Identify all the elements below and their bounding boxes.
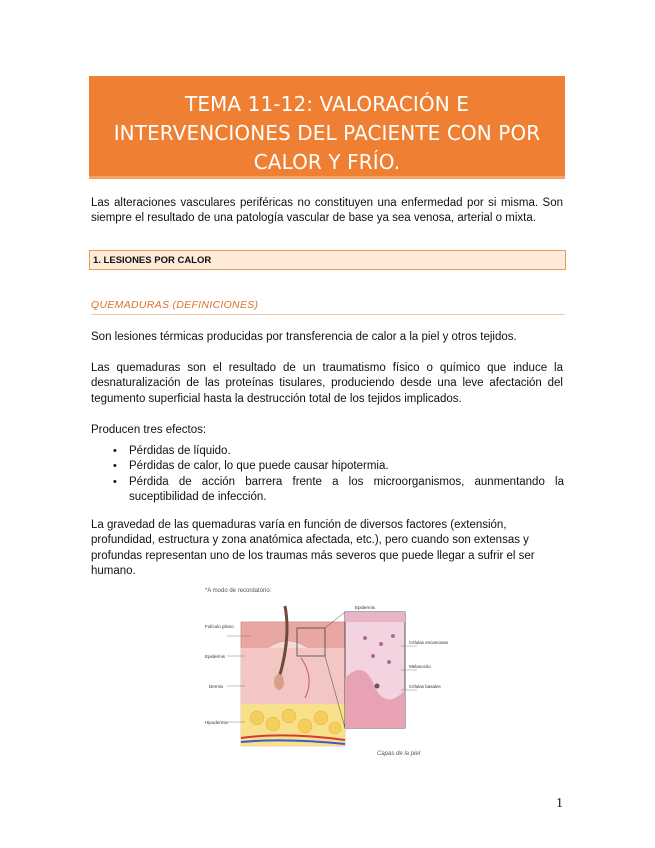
subsection-heading-quemaduras: QUEMADURAS (DEFINICIONES) [91,299,565,315]
title-underline [89,176,565,179]
paragraph-definition: Son lesiones térmicas producidas por transferencia de calor a la piel y otros tejidos. [91,331,517,343]
section-heading-lesiones-calor: 1. LESIONES POR CALOR [89,250,566,270]
label-hypodermis: Hipodermis [205,720,228,725]
figure-note: *A modo de recordatorio: [205,588,272,594]
label-epidermis-right: Epidermis [355,605,376,610]
intro-paragraph: Las alteraciones vasculares periféricas no constituyen una enfermedad por si misma. Son siempre el resultado de una patología vascular de base ya sea venosa, arterial o mixta. [91,197,563,225]
title-line-2: INTERVENCIONES DEL PACIENTE CON POR [113,121,541,145]
skin-layers-figure [205,588,451,760]
page-number: 1 [556,796,563,811]
paragraph-effects-intro: Producen tres efectos: [91,424,207,436]
title-line-1: TEMA 11-12: VALORACIÓN E [185,92,469,116]
list-item: • Pérdida de acción barrera frente a los microorganismos, aunmentando la suceptibilidad de infección. [111,475,564,506]
list-item: • Pérdidas de líquido. [111,444,564,459]
label-squamous: Células escamosas [409,640,449,645]
paragraph-burns-description: Las quemaduras son el resultado de un traumatismo físico o químico que induce la desnaturalización de las proteínas tisulares, produciendo desde una leve afectación del tegumento superficial hasta la destrucción total de los tejidos implicados. [91,362,563,405]
label-basal: Células basales [409,684,441,689]
skin-layers-illustration [205,598,451,758]
title-line-3: CALOR Y FRÍO. [253,150,401,174]
paragraph-severity: La gravedad de las quemaduras varía en función de diversos factores (extensión, profundidad, estructura y zona anatómica afectada, etc.), pero cuando son extensas y profundas representan uno de los traumas más severos que puede llegar a sufrir el ser humano. [91,519,535,578]
document-title [89,76,565,176]
figure-caption: Capas de la piel [377,751,421,757]
label-melanocyte: Melanocito [409,664,431,669]
effects-list [111,444,564,506]
label-epidermis-left: Epidermis [205,654,226,659]
label-dermis: Dermis [209,684,224,689]
label-follicle: Folículo piloso [205,624,234,629]
list-item: • Pérdidas de calor, lo que puede causar hipotermia. [111,459,564,474]
